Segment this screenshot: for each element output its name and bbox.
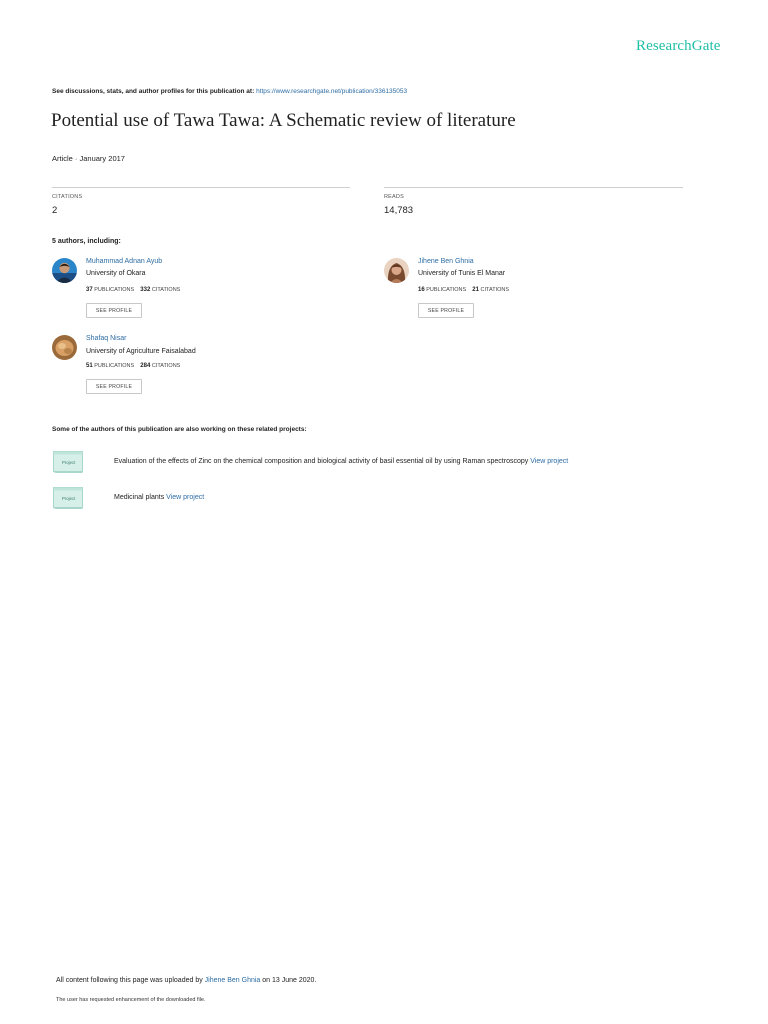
reads-label: READS [384, 194, 404, 200]
author-publications-label: PUBLICATIONS [94, 287, 135, 293]
view-project-link[interactable]: View project [166, 494, 205, 501]
project-item [114, 458, 568, 465]
author-avatar[interactable] [52, 335, 77, 360]
author-name-link[interactable]: Muhammad Adnan Ayub [86, 258, 163, 265]
discussion-line [52, 88, 407, 95]
publication-title: Potential use of Tawa Tawa: A Schematic review of literature [51, 110, 516, 131]
author-name-link[interactable]: Jihene Ben Ghnia [418, 258, 474, 265]
see-profile-button[interactable]: SEE PROFILE [418, 303, 474, 318]
project-title: Medicinal plants [114, 494, 165, 501]
authors-heading: 5 authors, including: [52, 238, 121, 245]
publication-url-link[interactable]: https://www.researchgate.net/publication/336135053 [256, 88, 408, 95]
author-avatar[interactable] [384, 258, 409, 283]
discussion-prefix: See discussions, stats, and author profiles for this publication at: [52, 88, 255, 95]
citations-value: 2 [52, 205, 58, 216]
enhancement-note: The user has requested enhancement of the downloaded file. [56, 997, 206, 1003]
project-icon[interactable] [53, 487, 83, 509]
reads-value: 14,783 [384, 205, 414, 216]
see-profile-button[interactable]: SEE PROFILE [86, 303, 142, 318]
see-profile-button[interactable]: SEE PROFILE [86, 379, 142, 394]
author-citations-label: CITATIONS [151, 287, 181, 293]
author-stats [86, 363, 180, 369]
author-avatar[interactable] [52, 258, 77, 283]
project-icon[interactable] [53, 451, 83, 473]
author-name-link[interactable]: Shafaq Nisar [86, 335, 127, 342]
project-title: Evaluation of the effects of Zinc on the chemical composition and biological activity of basil essential oil by using Raman spectroscopy [114, 458, 529, 465]
author-stats [86, 287, 180, 293]
project-item [114, 494, 204, 501]
person-photo-icon [52, 335, 77, 360]
reads-divider [384, 187, 683, 188]
upload-suffix: on 13 June 2020. [262, 977, 317, 984]
citations-divider [52, 187, 350, 188]
author-institution: University of Tunis El Manar [418, 270, 506, 277]
upload-notice [56, 977, 316, 984]
project-icon-label: Project [62, 460, 76, 465]
view-project-link[interactable]: View project [530, 458, 569, 465]
project-icon-label: Project [62, 496, 76, 501]
author-publications-count: 16 [418, 287, 425, 293]
uploader-link[interactable]: Jihene Ben Ghnia [204, 977, 261, 984]
author-publications-count: 51 [86, 363, 93, 369]
upload-prefix: All content following this page was uploaded by [56, 977, 203, 984]
author-citations-label: CITATIONS [151, 363, 181, 369]
author-institution: University of Okara [86, 270, 146, 277]
author-publications-label: PUBLICATIONS [94, 363, 135, 369]
person-photo-icon [384, 258, 409, 283]
author-publications-label: PUBLICATIONS [426, 287, 467, 293]
citations-label: CITATIONS [52, 194, 83, 200]
author-citations-count: 284 [140, 363, 151, 369]
projects-heading: Some of the authors of this publication are also working on these related projects: [52, 426, 307, 433]
person-photo-icon [52, 258, 77, 283]
researchgate-logo[interactable]: ResearchGate [636, 38, 721, 54]
publication-meta: Article · January 2017 [52, 154, 125, 163]
author-stats [418, 287, 509, 293]
author-citations-count: 21 [472, 287, 479, 293]
author-institution: University of Agriculture Faisalabad [86, 348, 196, 355]
author-citations-label: CITATIONS [480, 287, 510, 293]
author-publications-count: 37 [86, 287, 93, 293]
author-citations-count: 332 [140, 287, 151, 293]
